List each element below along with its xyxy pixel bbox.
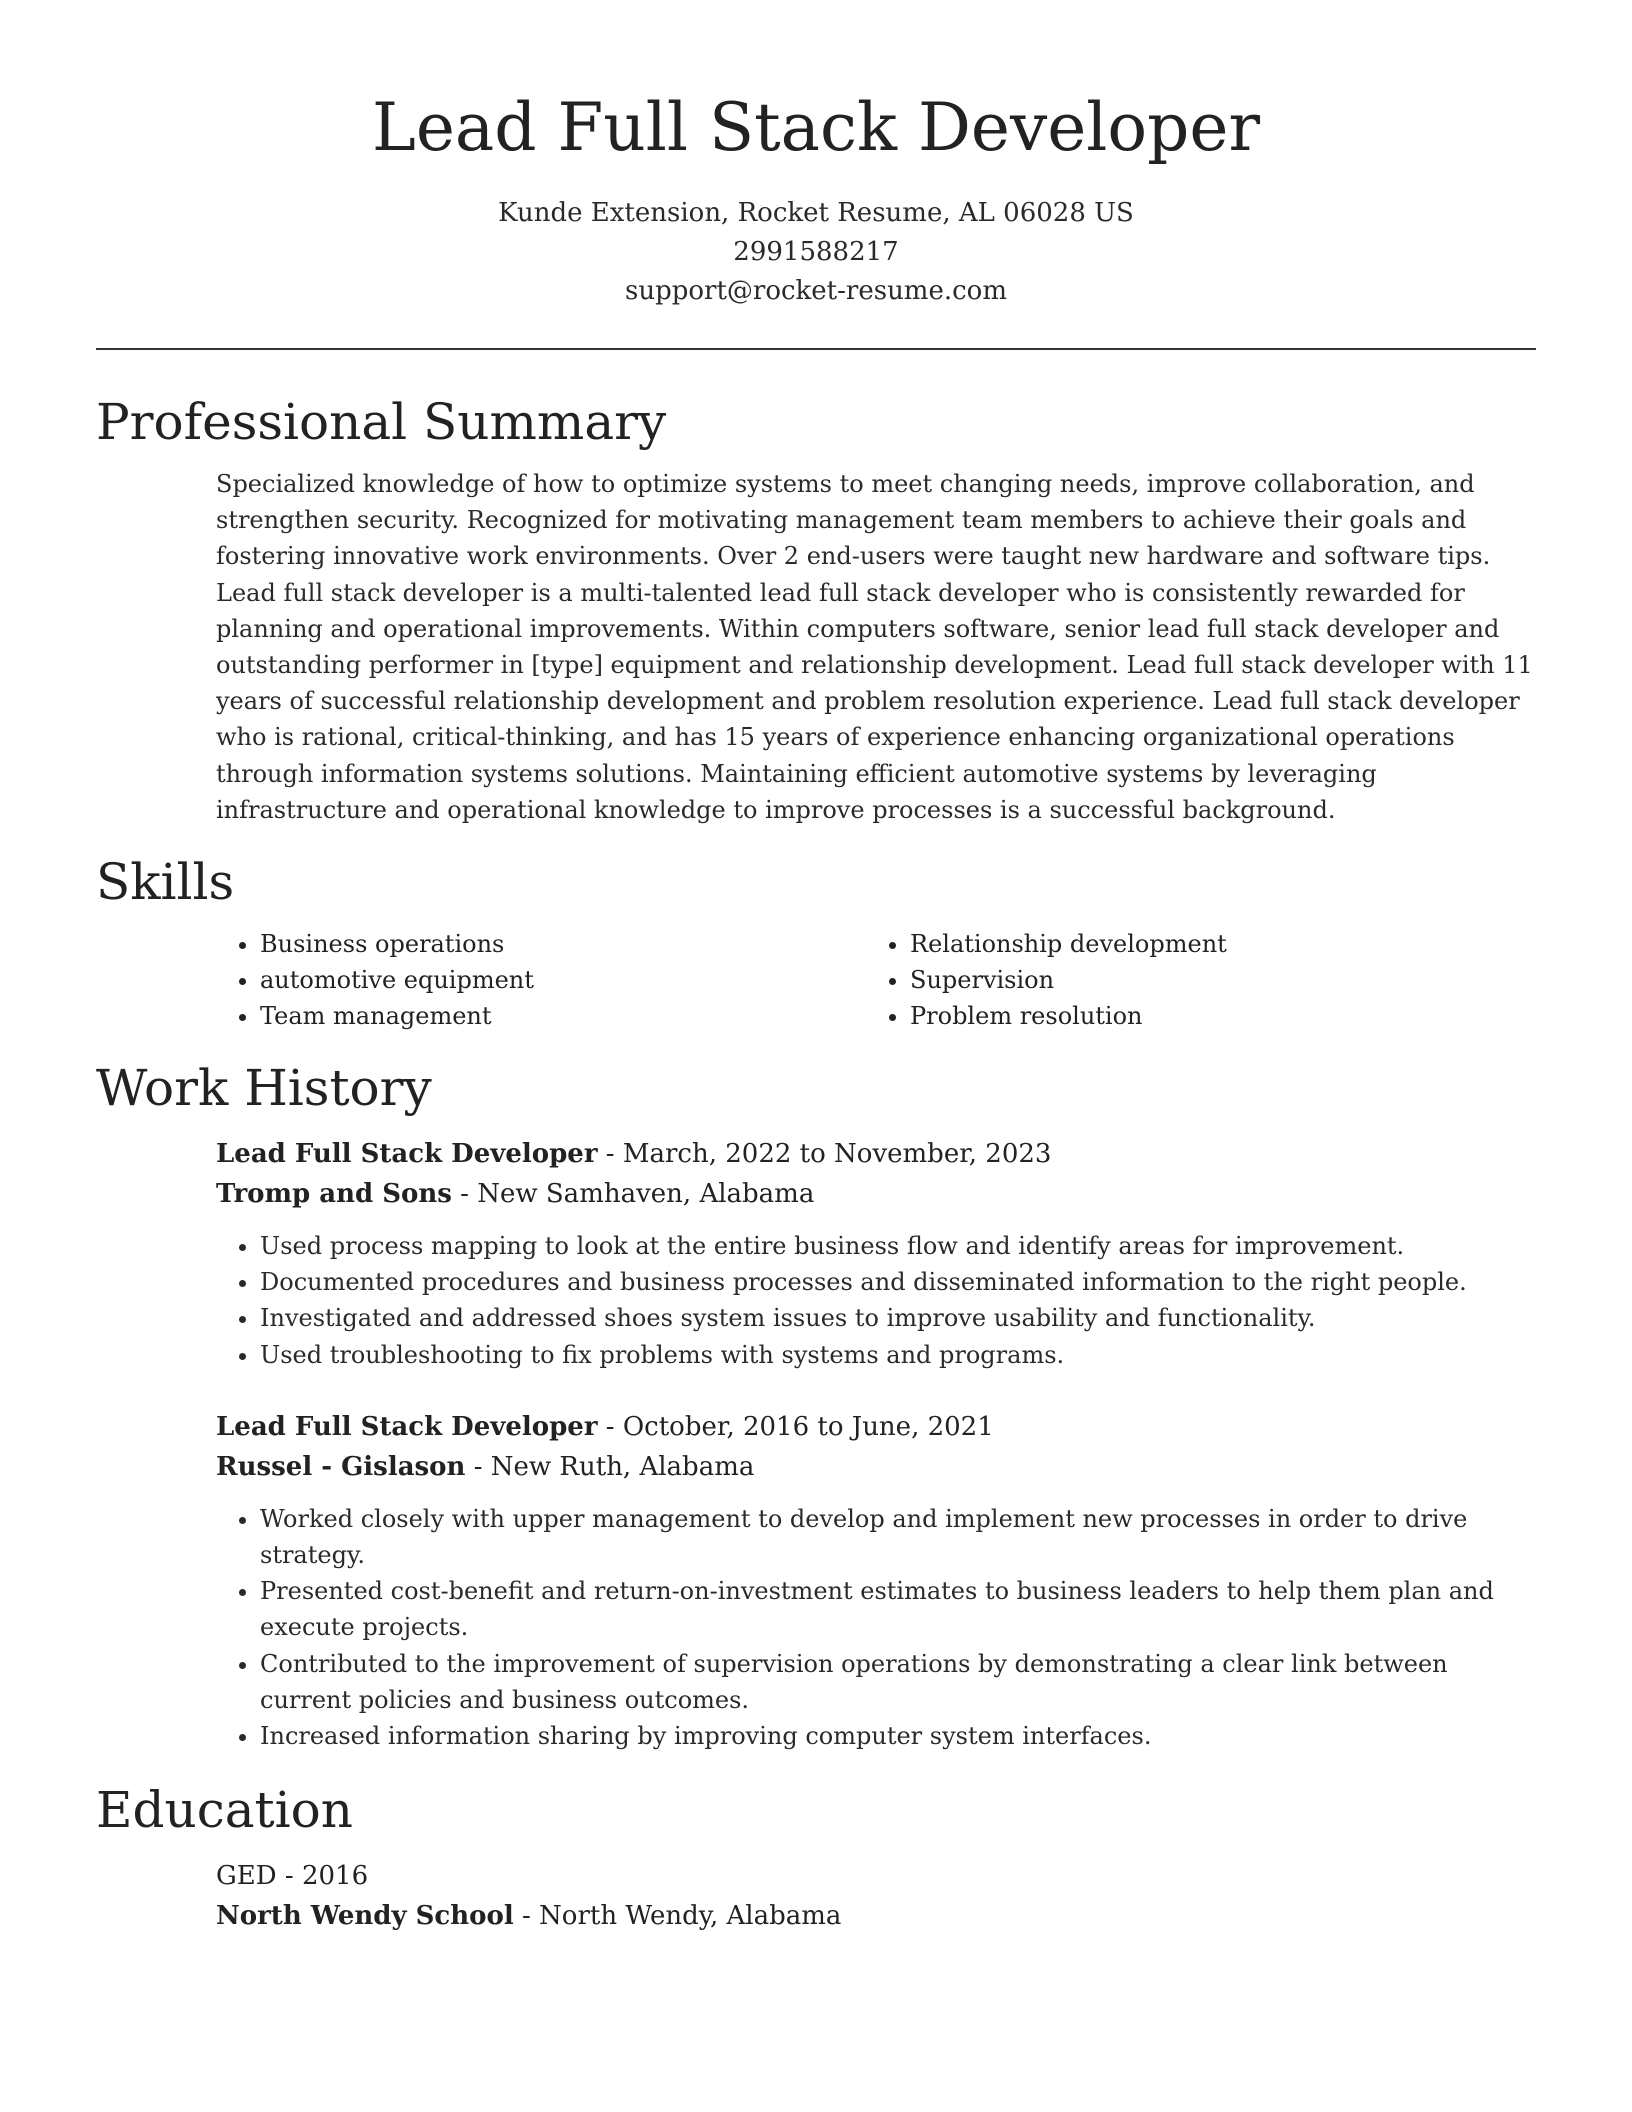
job-bullets xyxy=(216,1228,1536,1373)
summary-heading: Professional Summary xyxy=(96,393,667,451)
job-company-line xyxy=(216,1174,1536,1214)
skill-item: • Business operations xyxy=(260,926,866,962)
education-year: 2016 xyxy=(301,1861,369,1892)
skills-list xyxy=(216,926,1536,1034)
skill-item: • Team management xyxy=(260,998,866,1034)
candidate-title: Lead Full Stack Developer xyxy=(371,89,1260,166)
phone: 2991588217 xyxy=(733,237,899,267)
job-bullet: • Documented procedures and business processes and disseminated information to the right people. xyxy=(260,1264,1536,1300)
job-company: Tromp and Sons xyxy=(216,1179,452,1210)
job-title-line xyxy=(216,1407,1536,1447)
job-bullet: • Used process mapping to look at the entire business flow and identify areas for improvement. xyxy=(260,1228,1536,1264)
job-bullet: • Presented cost-benefit and return-on-investment estimates to business leaders to help them plan and execute projects. xyxy=(260,1573,1536,1645)
job-dates: October, 2016 to June, 2021 xyxy=(622,1411,994,1442)
job-company-line xyxy=(216,1447,1536,1487)
job-location: New Samhaven, Alabama xyxy=(477,1179,815,1210)
skill-item: • Supervision xyxy=(910,962,1227,998)
education-entry xyxy=(216,1856,1536,1936)
job-dates: March, 2022 to November, 2023 xyxy=(622,1139,1052,1170)
resume-header xyxy=(96,0,1536,311)
contact-info xyxy=(96,194,1536,311)
separator: - xyxy=(276,1861,302,1892)
separator: - xyxy=(465,1451,491,1482)
education-heading: Education xyxy=(96,1781,353,1840)
skill-item: • Problem resolution xyxy=(910,998,1227,1034)
separator: - xyxy=(513,1901,540,1932)
education-degree: GED xyxy=(216,1861,277,1892)
job-bullet: • Worked closely with upper management to develop and implement new processes in order to drive strategy. xyxy=(260,1501,1536,1573)
job-bullet: • Contributed to the improvement of supervision operations by demonstrating a clear link between current policies and business outcomes. xyxy=(260,1646,1536,1718)
job-company: Russel - Gislason xyxy=(216,1451,466,1482)
job-location: New Ruth, Alabama xyxy=(490,1451,755,1482)
education-degree-line xyxy=(216,1856,1536,1896)
work-history-heading: Work History xyxy=(96,1059,432,1118)
separator: - xyxy=(451,1179,478,1210)
education-school-line xyxy=(216,1896,1536,1936)
skill-item: • Relationship development xyxy=(910,926,1227,962)
job-bullets xyxy=(216,1501,1536,1754)
job-entry xyxy=(216,1134,1536,1373)
education-school: North Wendy School xyxy=(216,1901,514,1932)
address: Kunde Extension, Rocket Resume, AL 06028 US xyxy=(498,198,1134,228)
skills-column-left xyxy=(216,926,866,1034)
job-entry xyxy=(216,1407,1536,1754)
separator: - xyxy=(597,1139,623,1170)
job-bullet: • Increased information sharing by improving computer system interfaces. xyxy=(260,1718,1536,1754)
email: support@rocket-resume.com xyxy=(624,276,1007,306)
job-bullet: • Investigated and addressed shoes system issues to improve usability and functionality. xyxy=(260,1300,1536,1336)
job-role: Lead Full Stack Developer xyxy=(216,1139,598,1170)
job-title-line xyxy=(216,1134,1536,1174)
skills-heading: Skills xyxy=(96,853,235,912)
summary-text: Specialized knowledge of how to optimize systems to meet changing needs, improve collaboration, and strengthen security. Recognized for motivating management team members to achieve their goals and fostering innovative work environments. Over 2 end-users were taught new hardware and software tips. Lead full stack developer is a multi-talented lead full stack developer who is consistently rewarded for planning and operational improvements. Within computers software, senior lead full stack developer and outstanding performer in [type] equipment and relationship development. Lead full stack developer with 11 years of successful relationship development and problem resolution experience. Lead full stack developer who is rational, critical-thinking, and has 15 years of experience enhancing organizational operations through information systems solutions. Maintaining efficient automotive systems by leveraging infrastructure and operational knowledge to improve processes is a successful background. xyxy=(216,470,1533,824)
education-location: North Wendy, Alabama xyxy=(539,1901,842,1932)
separator: - xyxy=(597,1411,623,1442)
job-bullet: • Used troubleshooting to fix problems with systems and programs. xyxy=(260,1337,1536,1373)
skill-item: • automotive equipment xyxy=(260,962,866,998)
skills-column-right xyxy=(866,926,1227,1034)
header-divider xyxy=(96,348,1536,350)
job-role: Lead Full Stack Developer xyxy=(216,1411,598,1442)
